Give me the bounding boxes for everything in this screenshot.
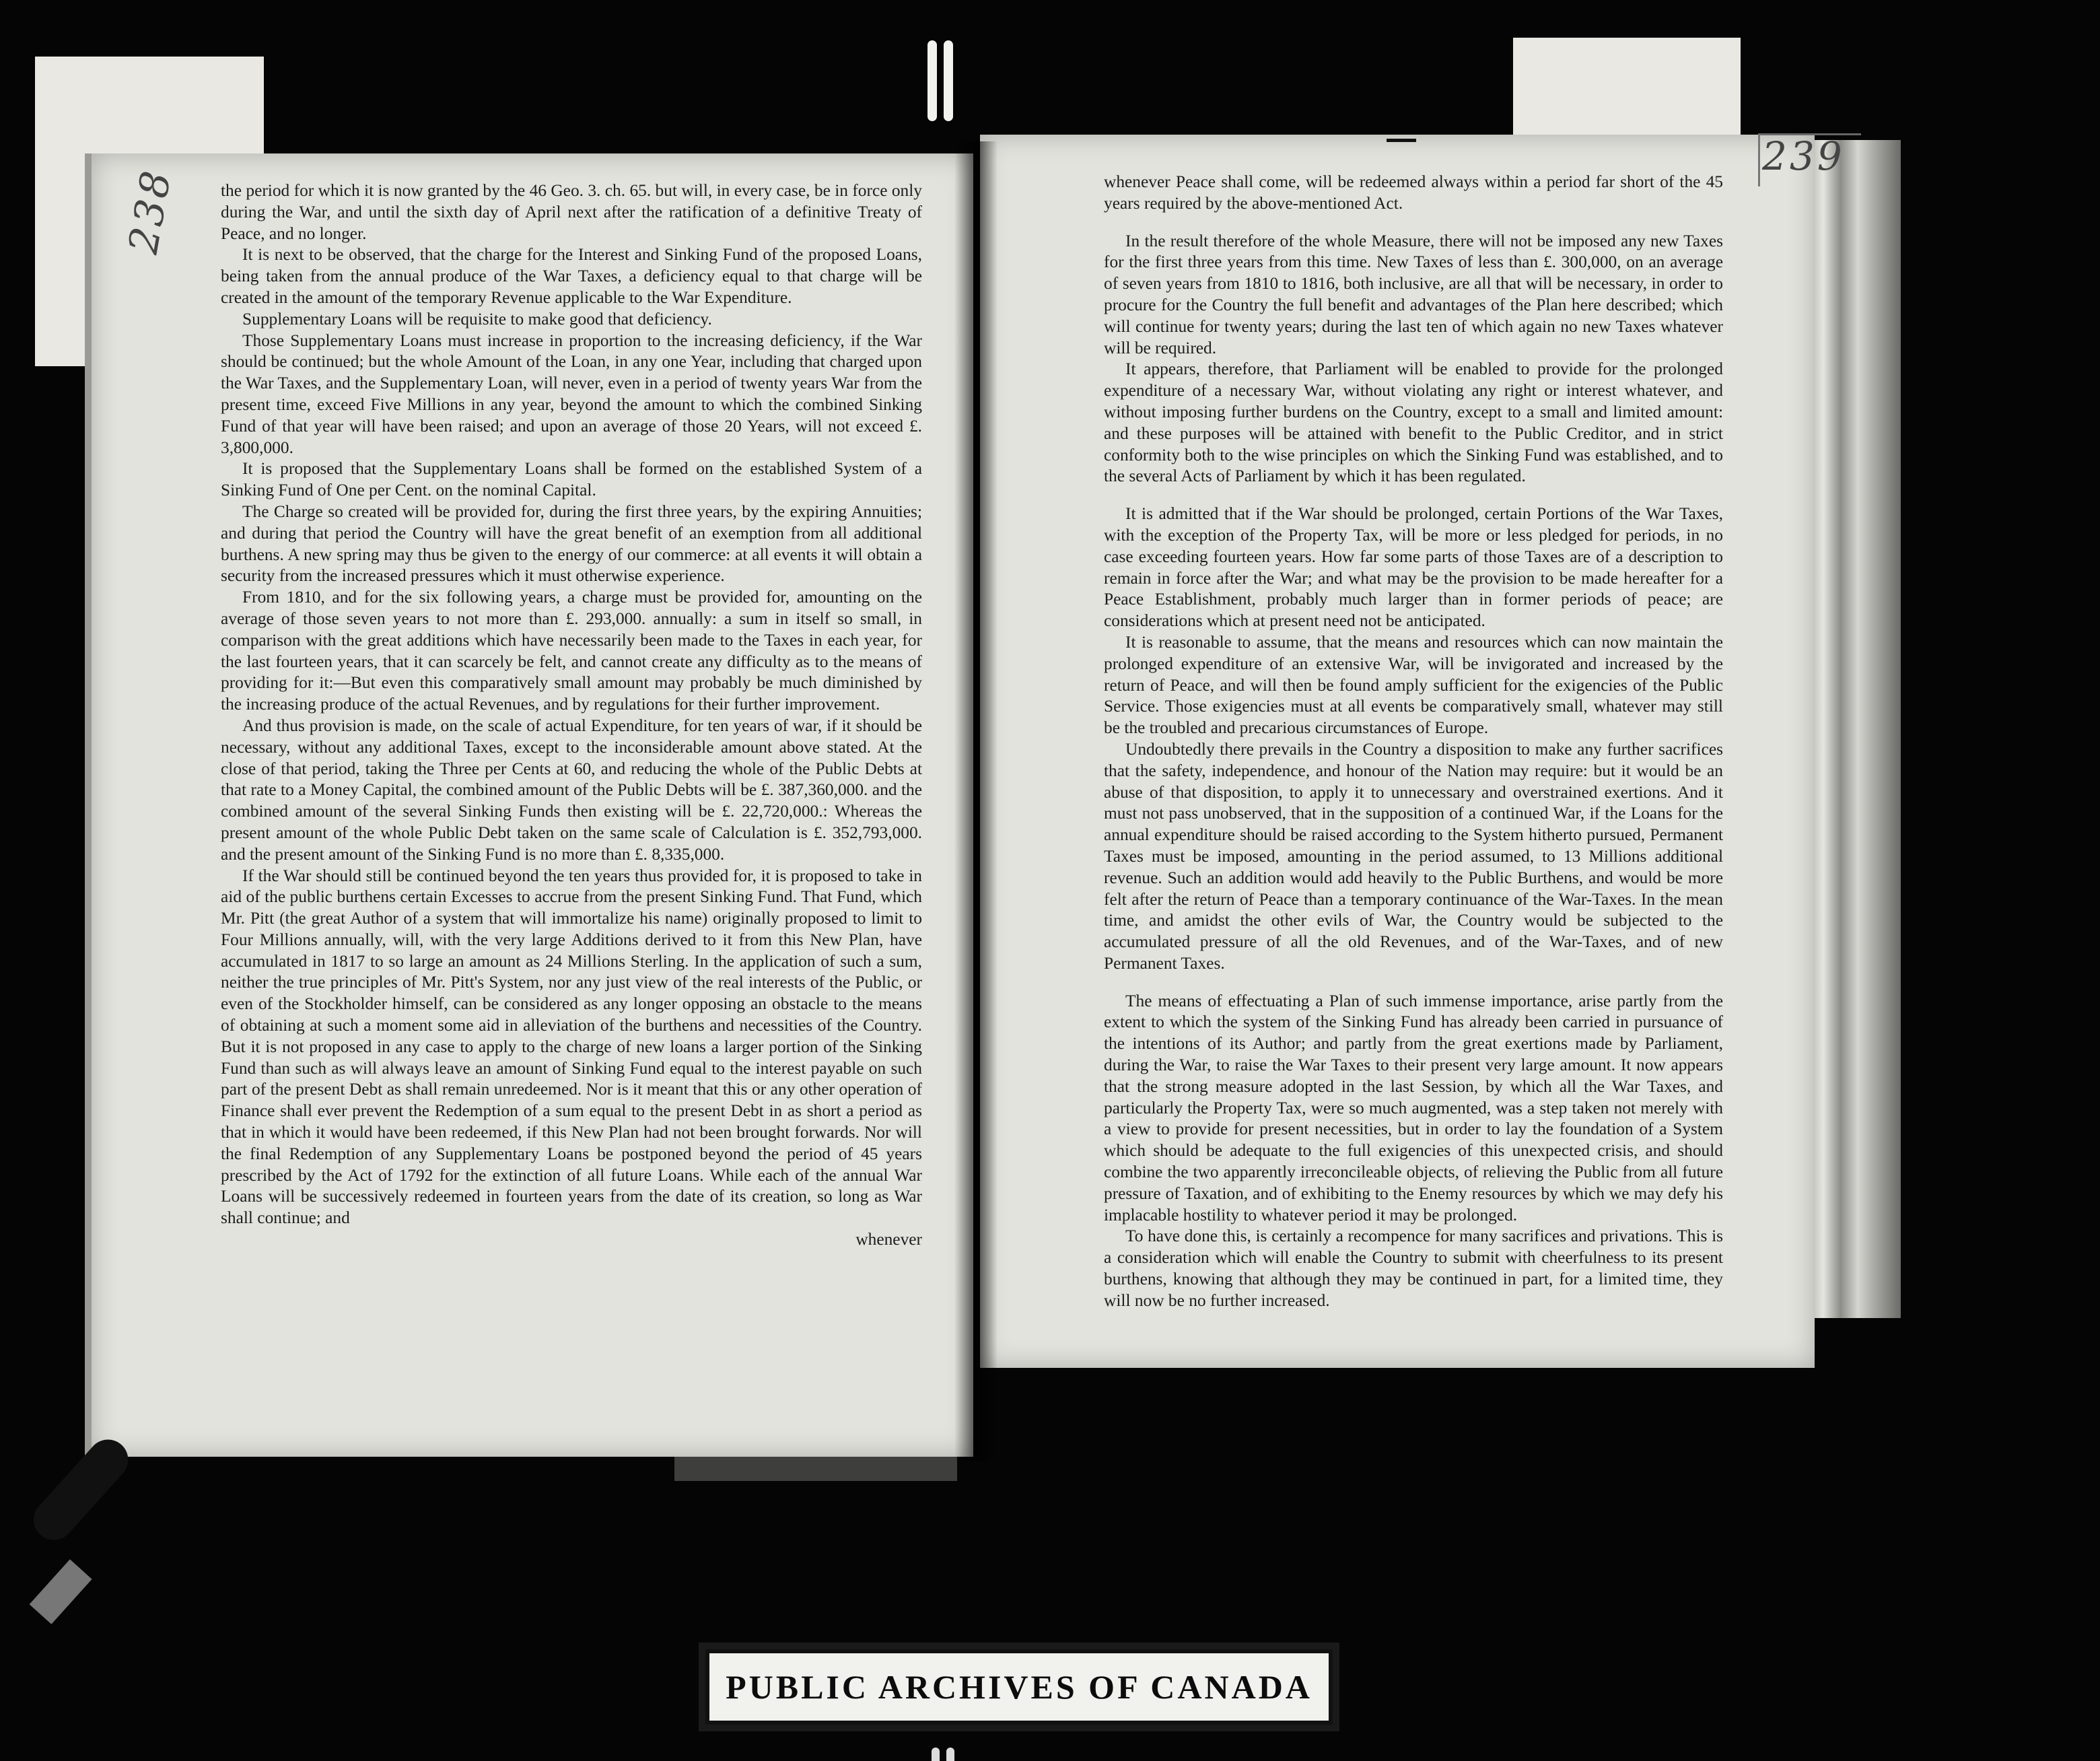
paragraph: The Charge so created will be provided for, during the first three years, by the expiring Annuities; and during that period the Country will have the great benefit of an exemption from all additional burthens. A new spring may thus be given to the energy of our commerce: at all events it will obtain a security from the increased pressures which it must otherwise experience. (221, 502, 922, 586)
binder-clip-bottom (932, 1748, 958, 1761)
paragraph: the period for which it is now granted by the 46 Geo. 3. ch. 65. but will, in every case, be in force only during the War, and until the sixth day of April next after the ratification of a definitive Treaty of Peace, and no longer. (221, 181, 922, 243)
paragraph: It is proposed that the Supplementary Loans shall be formed on the established System of a Sinking Fund of One per Cent. on the nominal Capital. (221, 459, 922, 500)
book-page-edges (1815, 140, 1901, 1318)
paragraph: It appears, therefore, that Parliament will be enabled to provide for the prolonged expenditure of a necessary War, without violating any right or interest whatever, and without imposing further burdens on the Country, except to a small and limited amount: and these purposes will be attained with benefit to the Public Creditor, and in strict conformity both to the wise principles on which the Sinking Fund was established, and to the several Acts of Parliament by which it has been regulated. (1104, 359, 1723, 486)
paragraph: It is admitted that if the War should be prolonged, certain Portions of the War Taxes, with the exception of the Property Tax, will be more or less pledged for periods, in no case exceeding fourteen years. How far some parts of those Taxes are of a description to remain in force after the War; and what may be the provision to be made hereafter for a Peace Establishment, probably much larger than in former periods of peace; are considerations which at present need not be anticipated. (1104, 504, 1723, 631)
top-rule (1387, 139, 1416, 142)
catchword: whenever (855, 1230, 922, 1249)
archive-label-text: PUBLIC ARCHIVES OF CANADA (726, 1668, 1312, 1706)
paragraph: If the War should still be continued beyond the ten years thus provided for, it is proposed to take in aid of the public burthens certain Excesses to accrue from the present Sinking Fund. That Fund, which Mr. Pitt (the great Author of a system that will immortalize his name) originally proposed to limit to Four Millions annually, will, with the very large Additions derived to it from this New Plan, have accumulated in 1817 to so large an amount as 24 Millions Sterling. In the application of such a sum, neither the true principles of Mr. Pitt's System, nor any just view of the real interests of the Public, or even of the Stockholder himself, can be considered as any longer opposing an obstacle to the means of obtaining at such a moment some aid in alleviation of the burthens and necessities of the Country. But it is not proposed in any case to apply to the charge of new loans a larger portion of the Sinking Fund than such as will always leave an amount of Sinking Fund equal to the interest payable on such part of the present Debt as shall remain unredeemed. Nor is it meant that this or any other operation of Finance shall ever prevent the Redemption of a sum equal to the present Debt in as short a period as that in which it would have been redeemed, if this New Plan had not been brought forwards. Nor will the final Redemption of any Supplementary Loans be postponed beyond the period of 45 years prescribed by the Act of 1792 for the extinction of all future Loans. While each of the annual War Loans will be successively redeemed in fourteen years from the date of its creation, so long as War shall continue; and (221, 866, 922, 1228)
binder-clip (944, 40, 953, 121)
paragraph: And thus provision is made, on the scale of actual Expenditure, for ten years of war, if it should be necessary, without any additional Taxes, except to the inconsiderable amount above stated. At the close of that period, taking the Three per Cents at 60, and reducing the whole of the Public Debts at that rate to a Money Capital, the combined amount of the Public Debts will be £. 387,360,000. and the combined amount of the several Sinking Funds then existing will be £. 22,720,000.: Whereas the present amount of the whole Public Debt taken on the same scale of Calculation is £. 352,793,000. and the present amount of the Sinking Fund is no more than £. 8,335,000. (221, 716, 922, 864)
left-page (85, 153, 973, 1457)
paragraph: Undoubtedly there prevails in the Country a disposition to make any further sacrifices that the safety, independence, and honour of the Nation may require: but it would be an abuse of that disposition, to apply it to unnecessary and overstrained exertions. And it must not pass unobserved, that in the supposition of a continued War, if the Loans for the annual expenditure should be raised according to the System hitherto pursued, Permanent Taxes must be imposed, amounting in the period assumed, to 13 Millions additional revenue. Such an addition would add heavily to the Public Burthens, and would be more felt after the return of Peace than a temporary continuance of the War-Taxes. In the mean time, and amidst the other evils of War, the Country would be subjected to the accumulated pressure of all the old Revenues, and of the War-Taxes, and of new Permanent Taxes. (1104, 739, 1723, 973)
paragraph: It is reasonable to assume, that the means and resources which can now maintain the prolonged expenditure of an extensive War, will be invigorated and increased by the return of Peace, and will then be found amply sufficient for the exigencies of the Public Service. Those exigencies must at all events be comparatively small, whatever may still be the troubled and precarious circumstances of Europe. (1104, 632, 1723, 738)
book-spine (954, 141, 998, 1461)
page-edge-shadow (674, 1457, 957, 1481)
right-page (980, 135, 1815, 1368)
binder-clip (928, 40, 937, 121)
paragraph: In the result therefore of the whole Measure, there will not be imposed any new Taxes for the first three years from this time. New Taxes of less than £. 300,000, on an average of seven years from 1810 to 1816, both inclusive, are all that will be necessary, in order to procure for the Country the full benefit and advantages of the Plan here described; which will continue for twenty years; during the last ten of which again no new Taxes whatever will be required. (1104, 231, 1723, 357)
paragraph: Those Supplementary Loans must increase in proportion to the increasing deficiency, if the War should be continued; but the whole Amount of the Loan, in any one Year, including that charged upon the War Taxes, and the Supplementary Loan, will never, even in a period of twenty years War from the present time, exceed Five Millions in any year, beyond the amount to which the combined Sinking Fund of that year will have been raised; and upon an average of those 20 Years, will not exceed £. 3,800,000. (221, 331, 922, 457)
folio-number-left: 238 (120, 165, 181, 258)
folio-number-right: 239 (1762, 133, 1845, 179)
right-page-text (1104, 172, 1723, 1312)
archive-label (705, 1649, 1333, 1725)
pen-pointer (26, 1431, 137, 1548)
paragraph: It is next to be observed, that the charge for the Interest and Sinking Fund of the proposed Loans, being taken from the annual produce of the War Taxes, a deficiency equal to that charge will be created in the amount of the temporary Revenue applicable to the War Expenditure. (221, 245, 922, 307)
paragraph: whenever Peace shall come, will be redeemed always within a period far short of the 45 years required by the above-mentioned Act. (1104, 172, 1723, 213)
paragraph: To have done this, is certainly a recompence for many sacrifices and privations. This is a consideration which will enable the Country to submit with cheerfulness to its present burthens, knowing that although they may be continued in part, for a limited time, they will now be no further increased. (1104, 1227, 1723, 1310)
left-page-text (221, 180, 922, 1251)
paragraph: The means of effectuating a Plan of such immense importance, arise partly from the extent to which the system of the Sinking Fund has already been carried in pursuance of the intentions of its Author; and partly from the great exertions made by Parliament, during the War, to raise the War Taxes to their present very large amount. It now appears that the strong measure adopted in the last Session, by which all the War Taxes, and particularly the Property Tax, were so much augmented, was a step taken not merely with a view to provide for present necessities, but in order to lay the foundation of a System which should be adequate to the full exigencies of this unexpected crisis, and should combine the two apparently irreconcileable objects, of relieving the Public from all future pressure of Taxation, and of exhibiting to the Enemy resources by which we may defy his implacable hostility to whatever period it may be prolonged. (1104, 991, 1723, 1224)
pen-tip (30, 1559, 92, 1624)
paragraph: Supplementary Loans will be requisite to make good that deficiency. (242, 309, 712, 329)
paragraph: From 1810, and for the six following years, a charge must be provided for, amounting on the average of those seven years to not more than £. 293,000. annually: a sum in itself so small, in comparison with the great additions which have necessarily been made to the Taxes in each year, for the last fourteen years, that it can scarcely be felt, and cannot create any difficulty as to the means of providing for it:—But even this comparatively small amount may probably be much diminished by the increasing produce of the actual Revenues, and by regulations for their further improvement. (221, 588, 922, 714)
